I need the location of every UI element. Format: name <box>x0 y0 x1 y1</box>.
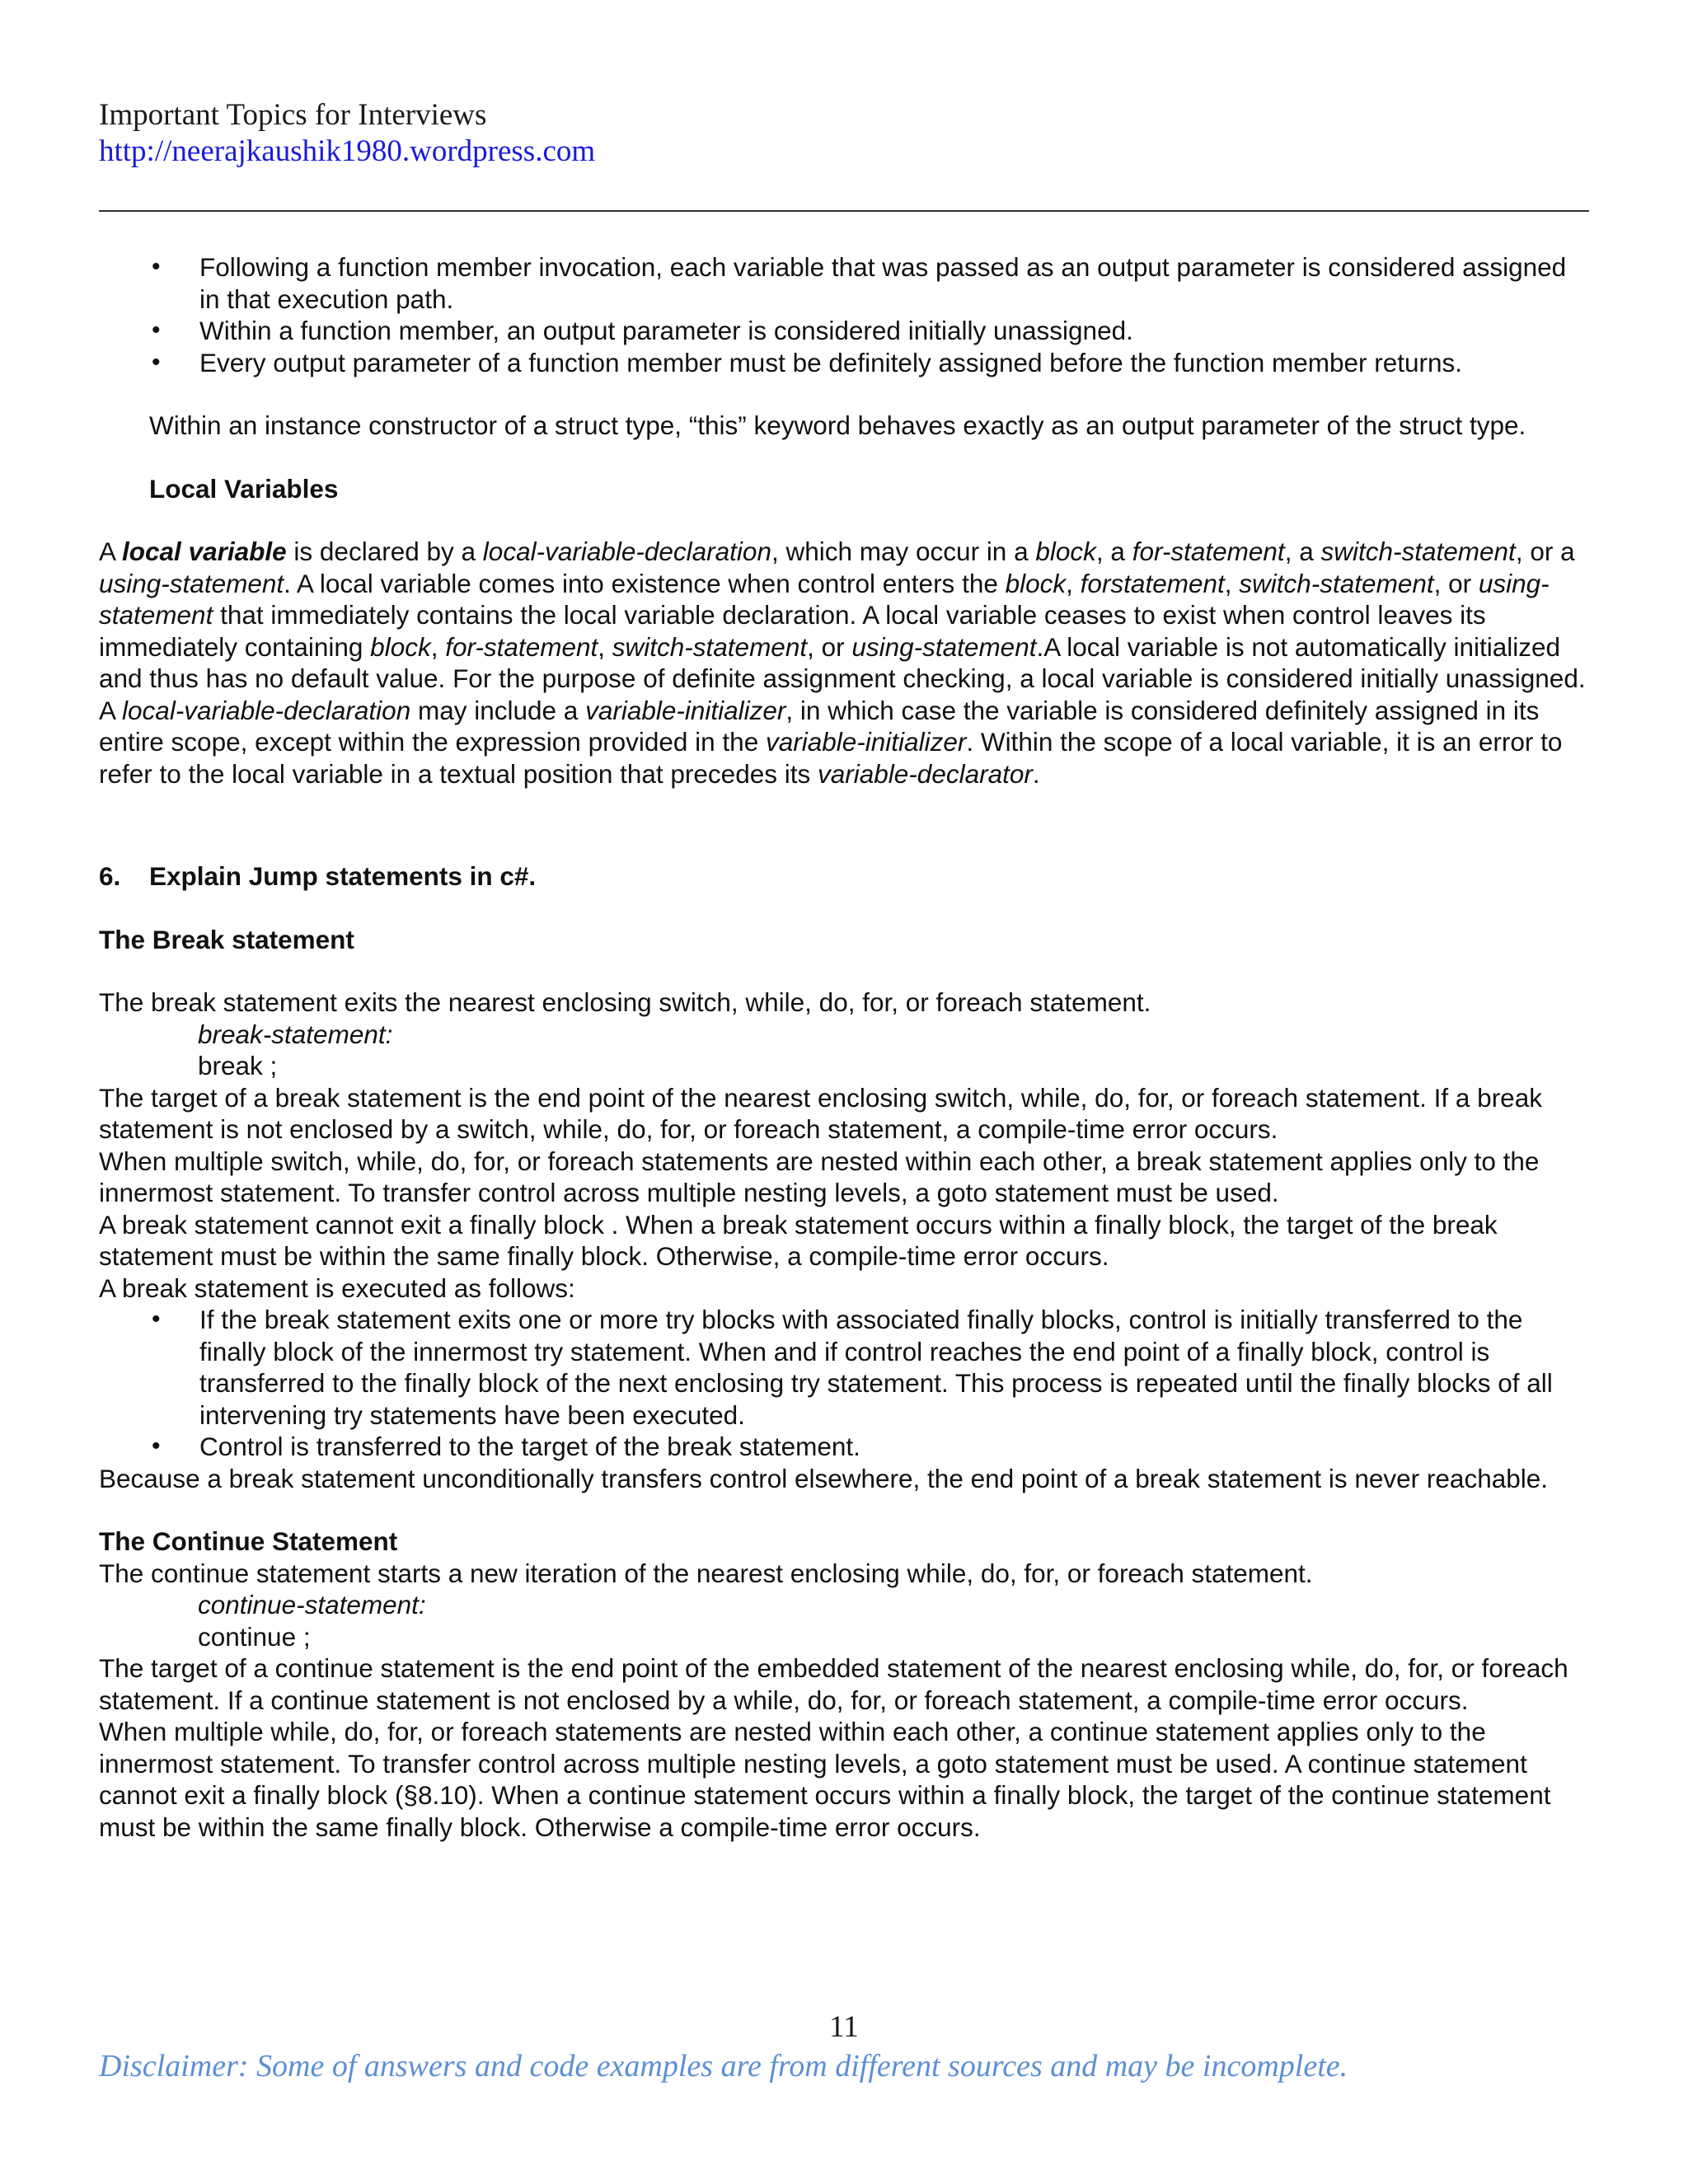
output-parameter-list <box>99 251 1591 378</box>
page-content <box>99 251 1591 1843</box>
continue-intro: The continue statement starts a new iteration of the nearest enclosing while, do, for, or foreach statement. <box>99 1558 1313 1588</box>
continue-grammar-label: continue-statement: <box>198 1590 426 1619</box>
page-header <box>99 97 1582 170</box>
continue-grammar-code: continue ; <box>198 1621 311 1652</box>
break-closing: Because a break statement unconditionally transfers control elsewhere, the end point of a break statement is never reachable. <box>99 1463 1549 1493</box>
break-heading: The Break statement <box>99 924 354 954</box>
header-title: Important Topics for Interviews <box>99 98 487 132</box>
break-grammar-code: break ; <box>198 1051 278 1080</box>
continue-heading: The Continue Statement <box>99 1526 398 1556</box>
break-execution-list <box>99 1304 1591 1463</box>
list-item: • If the break statement exits one or more try blocks with associated finally blocks, control is initially transferred to the finally block of the innermost try statement. When and if control reaches the end point of a finally block, control is transferred to the finally block of the next enclosing try statement. This process is repeated until the finally blocks of all intervening try statements have been executed. <box>99 1304 1591 1431</box>
continue-paragraph: When multiple while, do, for, or foreach statements are nested within each other, a continue statement applies only to the innermost statement. To transfer control across multiple nesting levels, a goto statement must be used. A continue statement cannot exit a finally block (§8.10). When a continue statement occurs within a finally block, the target of the continue statement must be within the same finally block. Otherwise a compile-time error occurs. <box>99 1717 1551 1842</box>
question-title: Explain Jump statements in c#. <box>149 861 537 891</box>
list-item: • Control is transferred to the target of the break statement. <box>99 1431 1591 1463</box>
question-number: 6. <box>99 861 121 891</box>
continue-paragraph: The target of a continue statement is the end point of the embedded statement of the nearest enclosing while, do, for, or foreach statement. If a continue statement is not enclosed by a while, do, for, or foreach statement, a compile-time error occurs. <box>99 1653 1568 1715</box>
local-variables-paragraph: A local variable is declared by a local-variable-declaration, which may occur in a block, a for-statement, a switch-statement, or a using-statement. A local variable comes into existence when control enters the block, forstatement, switch-statement, or using-statement that immediately contains the local variable declaration. A local variable ceases to exist when control leaves its immediately containing block, for-statement, switch-statement, or using-statement.A local variable is not automatically initialized and thus has no default value. For the purpose of definite assignment checking, a local variable is considered initially unassigned. A local-variable-declaration may include a variable-initializer, in which case the variable is considered definitely assigned in its entire scope, except within the expression provided in the variable-initializer. Within the scope of a local variable, it is an error to refer to the local variable in a textual position that precedes its variable-declarator. <box>99 537 1586 789</box>
footer-disclaimer: Disclaimer: Some of answers and code examples are from different sources and may be incomplete. <box>99 2049 1348 2083</box>
header-blog-link[interactable]: http://neerajkaushik1980.wordpress.com <box>99 134 596 168</box>
question-heading <box>99 860 1591 893</box>
break-paragraph: A break statement is executed as follows: <box>99 1272 575 1303</box>
break-intro: The break statement exits the nearest enclosing switch, while, do, for, or foreach statement. <box>99 987 1151 1017</box>
break-paragraph: When multiple switch, while, do, for, or foreach statements are nested within each other, a break statement applies only to the innermost statement. To transfer control across multiple nesting levels, a goto statement must be used. <box>99 1146 1540 1207</box>
list-item: • Every output parameter of a function member must be definitely assigned before the function member returns. <box>99 347 1591 379</box>
page-number: 11 <box>829 2010 859 2044</box>
break-grammar-label: break-statement: <box>198 1019 393 1049</box>
local-variables-heading: Local Variables <box>149 473 339 504</box>
header-divider <box>99 210 1589 212</box>
struct-note-paragraph: Within an instance constructor of a struct type, “this” keyword behaves exactly as an output parameter of the struct type. <box>149 410 1526 440</box>
list-item: • Following a function member invocation, each variable that was passed as an output parameter is considered assigned in that execution path. <box>99 251 1591 315</box>
break-paragraph: A break statement cannot exit a finally block . When a break statement occurs within a finally block, the target of the break statement must be within the same finally block. Otherwise, a compile-time error occurs. <box>99 1209 1498 1271</box>
list-item: • Within a function member, an output parameter is considered initially unassigned. <box>99 315 1591 347</box>
break-paragraph: The target of a break statement is the end point of the nearest enclosing switch, while, do, for, or foreach statement. If a break statement is not enclosed by a switch, while, do, for, or foreach statement, a compile-time error occurs. <box>99 1082 1542 1144</box>
